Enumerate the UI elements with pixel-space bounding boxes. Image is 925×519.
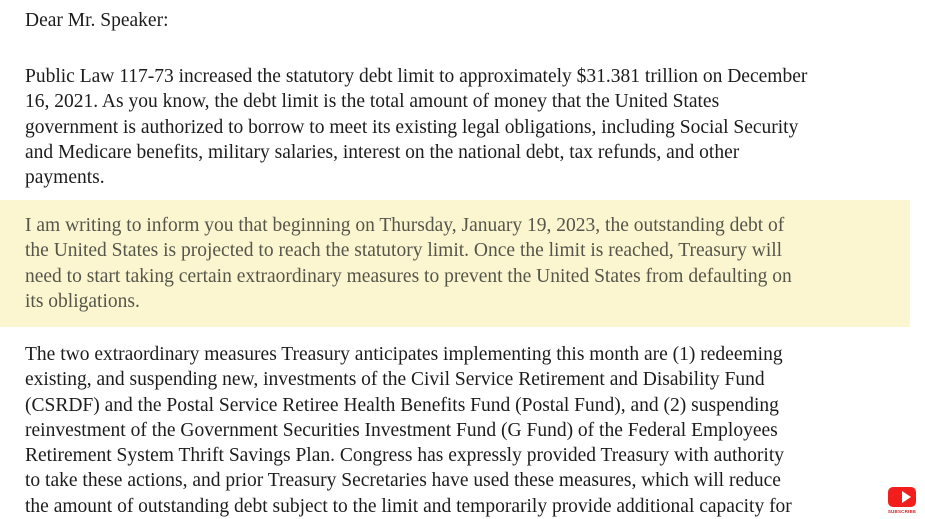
paragraph-line: and Medicare benefits, military salaries, interest on the national debt, tax refunds, and other: [25, 141, 740, 163]
paragraph-line: government is authorized to borrow to meet its existing legal obligations, including Social Security: [25, 116, 799, 138]
paragraph-line: the amount of outstanding debt subject to the limit and temporarily provide additional capacity for: [25, 495, 792, 517]
play-triangle-icon: [902, 491, 911, 503]
paragraph-line: the United States is projected to reach the statutory limit. Once the limit is reached, Treasury will: [25, 240, 783, 262]
paragraph-line: its obligations.: [25, 290, 140, 312]
paragraph-extraordinary-measures: [25, 342, 917, 519]
youtube-play-icon: [888, 487, 916, 507]
paragraph-line: payments.: [25, 167, 105, 189]
salutation: Dear Mr. Speaker:: [25, 10, 169, 31]
subscribe-label: SUBSCRIBE: [887, 509, 917, 514]
paragraph-line: existing, and suspending new, investments of the Civil Service Retirement and Disability Fund: [25, 369, 765, 391]
paragraph-debt-limit-background: [25, 64, 917, 190]
paragraph-highlighted-notice: [25, 213, 917, 314]
paragraph-line: need to start taking certain extraordinary measures to prevent the United States from defaulting on: [25, 265, 792, 287]
paragraph-line: to take these actions, and prior Treasury Secretaries have used these measures, which will reduce: [25, 470, 781, 492]
paragraph-line: 16, 2021. As you know, the debt limit is the total amount of money that the United States: [25, 91, 720, 113]
paragraph-line: Public Law 117-73 increased the statutory debt limit to approximately $31.381 trillion on December: [25, 66, 808, 87]
paragraph-line: reinvestment of the Government Securities Investment Fund (G Fund) of the Federal Employees: [25, 419, 778, 441]
paragraph-line: The two extraordinary measures Treasury anticipates implementing this month are (1) redeeming: [25, 344, 783, 365]
paragraph-line: (CSRDF) and the Postal Service Retiree Health Benefits Fund (Postal Fund), and (2) suspending: [25, 394, 779, 416]
paragraph-line: I am writing to inform you that beginning on Thursday, January 19, 2023, the outstanding debt of: [25, 215, 785, 236]
subscribe-button[interactable]: [885, 487, 919, 517]
paragraph-line: Retirement System Thrift Savings Plan. Congress has expressly provided Treasury with authority: [25, 445, 784, 467]
